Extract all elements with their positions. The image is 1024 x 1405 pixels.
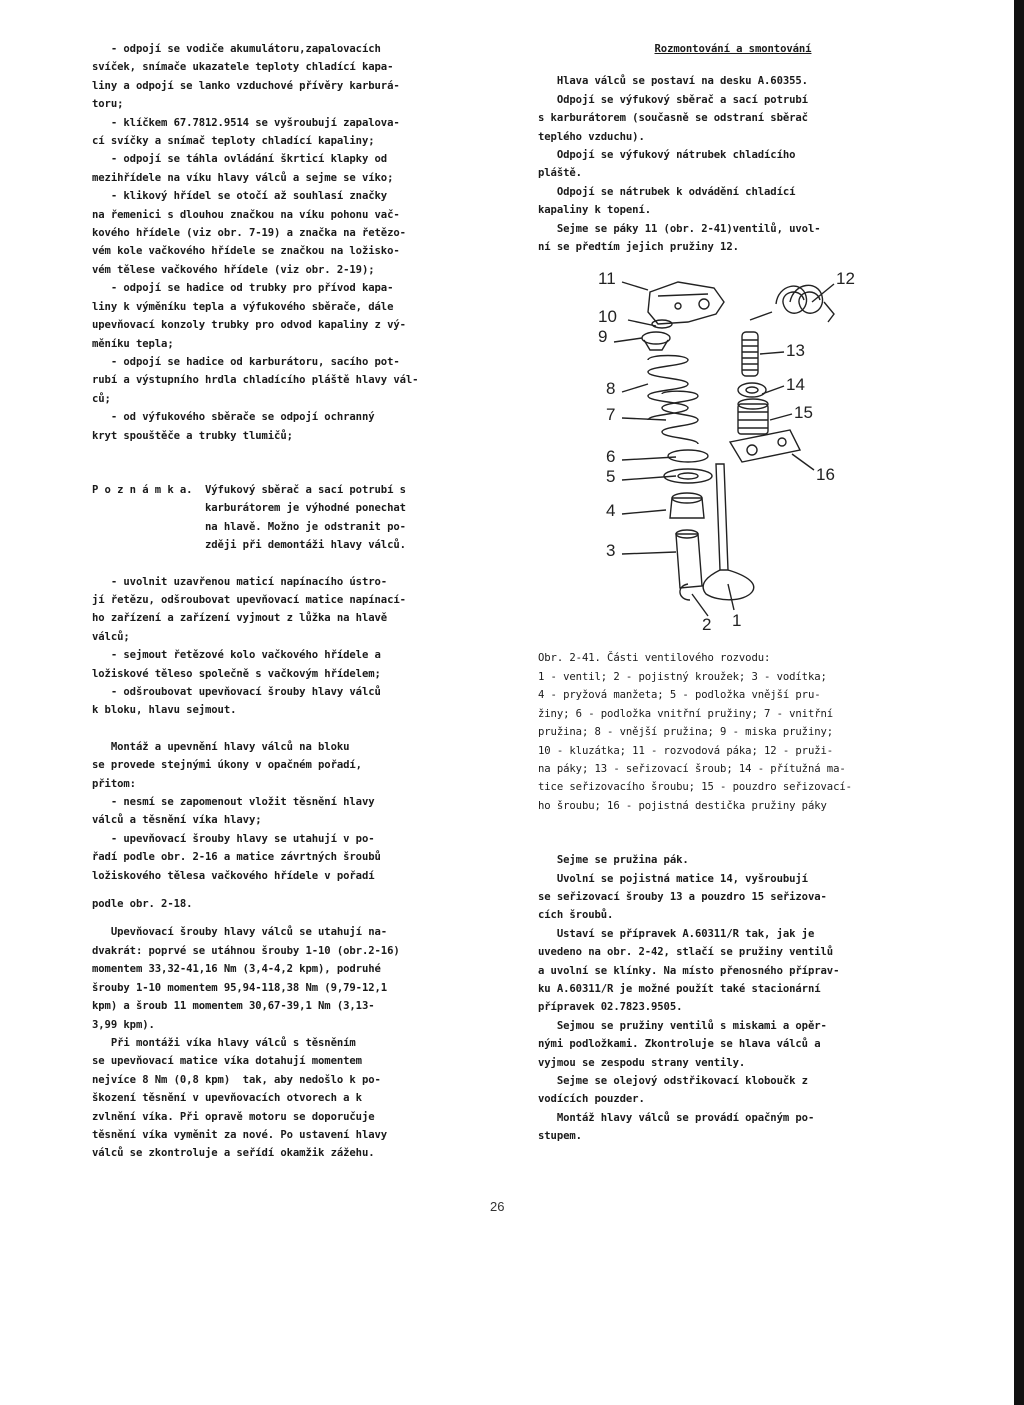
text-line: Upevňovací šrouby hlavy válců se utahují na- — [92, 926, 388, 939]
text-line: Odpojí se výfukový sběrač a sací potrubí — [538, 93, 808, 106]
text-line: dvakrát: poprvé se utáhnou šrouby 1-10 (obr.2-16) — [92, 944, 400, 957]
text-line: s karburátorem (současně se odstraní sběrač — [538, 112, 808, 125]
text-line: liny k výměníku tepla a výfukového sběrače, dále — [92, 300, 394, 313]
text-line: cí svíčky a snímač teploty chladící kapaliny; — [92, 135, 375, 148]
text-line: liny a odpojí se lanko vzduchové přívěry karburá- — [92, 79, 400, 92]
note-line: na hlavě. Možno je odstranit po- — [92, 520, 406, 533]
text-line: Odpojí se výfukový nátrubek chladícího — [538, 149, 796, 162]
figure-label-12: 12 — [836, 269, 855, 289]
text-line: - odpojí se hadice od trubky pro přívod kapa- — [92, 282, 394, 295]
figure-label-4: 4 — [606, 501, 616, 521]
text-line: upevňovací konzoly trubky pro odvod kapaliny z vý- — [92, 319, 406, 332]
text-line: těsnění víka vyměnit za nové. Po ustavení hlavy — [92, 1128, 388, 1141]
figure-label-7: 7 — [606, 405, 616, 425]
caption-line: žiny; 6 - podložka vnitřní pružiny; 7 - vnitřní — [538, 707, 834, 720]
left-block-4 — [92, 923, 507, 1162]
left-block-3 — [92, 738, 507, 914]
text-line: - odpojí se táhla ovládání škrticí klapky od — [92, 153, 388, 166]
caption-line: Obr. 2-41. Části ventilového rozvodu: — [538, 652, 771, 665]
text-line: přípravek 02.7823.9505. — [538, 1001, 683, 1014]
text-line: podle obr. 2-18. — [92, 898, 193, 911]
text-line: Hlava válců se postaví na desku A.60355. — [538, 75, 808, 88]
figure-label-6: 6 — [606, 447, 616, 467]
text-line: - uvolnit uzavřenou maticí napínacího ústro- — [92, 575, 388, 588]
note-block — [92, 481, 507, 555]
left-block-2 — [92, 573, 507, 720]
text-line: momentem 33,32-41,16 Nm (3,4-4,2 kpm), podruhé — [92, 963, 381, 976]
text-line: nými podložkami. Zkontroluje se hlava válců a — [538, 1038, 821, 1051]
text-line: ců; — [92, 392, 111, 405]
right-column — [538, 40, 928, 1146]
text-line: rubí a výstupního hrdla chladícího pláště hlavy vál- — [92, 374, 419, 387]
text-line: se provede stejnými úkony v opačném pořadí, — [92, 759, 362, 772]
text-line: - odšroubovat upevňovací šrouby hlavy válců — [92, 686, 381, 698]
spacer — [92, 555, 507, 573]
text-line: - od výfukového sběrače se odpojí ochranný — [92, 411, 375, 424]
figure-label-10: 10 — [598, 307, 617, 327]
figure-label-14: 14 — [786, 375, 805, 395]
figure-label-5: 5 — [606, 467, 616, 487]
figure-label-16: 16 — [816, 465, 835, 485]
scan-edge-bar — [1014, 0, 1024, 1405]
figure-label-9: 9 — [598, 327, 608, 347]
text-line: - sejmout řetězové kolo vačkového hřídele a — [92, 649, 381, 662]
note-line: karburátorem je výhodné ponechat — [92, 502, 406, 515]
text-line: toru; — [92, 98, 124, 111]
text-line: na řemenici s dlouhou značkou na víku pohonu vač- — [92, 208, 400, 221]
text-line: - klíčkem 67.7812.9514 se vyšroubují zapalova- — [92, 116, 400, 129]
text-line: Ustaví se přípravek A.60311/R tak, jak je — [538, 927, 815, 940]
text-line: zvlnění víka. Při opravě motoru se doporučuje — [92, 1110, 375, 1123]
text-line: škození těsnění v upevňovacích otvorech a k — [92, 1092, 362, 1105]
text-line: Uvolní se pojistná matice 14, vyšroubují — [538, 872, 808, 885]
text-line: Sejme se olejový odstřikovací kloboučk z — [538, 1075, 808, 1087]
text-line: kpm) a šroub 11 momentem 30,67-39,1 Nm (3,13- — [92, 1000, 375, 1013]
text-line: Montáž hlavy válců se provádí opačným po- — [538, 1111, 815, 1124]
text-line: válců; — [92, 630, 130, 643]
text-line: a uvolní se klínky. Na místo přenosného příprav- — [538, 964, 840, 977]
text-line: přitom: — [92, 777, 136, 790]
figure-caption — [538, 649, 928, 815]
text-line: Odpojí se nátrubek k odvádění chladící — [538, 185, 796, 198]
text-line: válců se zkontroluje a seřídí okamžik zážehu. — [92, 1147, 375, 1160]
text-line: kryt spouštěče a trubky tlumičů; — [92, 429, 293, 442]
text-line: svíček, snímače ukazatele teploty chladící kapa- — [92, 61, 394, 74]
caption-line: 10 - kluzátka; 11 - rozvodová páka; 12 - pruži- — [538, 744, 834, 757]
text-line: - odpojí se hadice od karburátoru, sacího pot- — [92, 355, 400, 368]
text-line: válců a těsnění víka hlavy; — [92, 814, 262, 827]
text-line: Sejme se páky 11 (obr. 2-41)ventilů, uvol- — [538, 222, 821, 235]
caption-line: ho šroubu; 16 - pojistná destička pružiny páky — [538, 799, 827, 812]
text-line: pláště. — [538, 167, 582, 180]
spacer — [92, 463, 507, 481]
text-line: stupem. — [538, 1130, 582, 1143]
caption-line: tice seřizovacího šroubu; 15 - pouzdro seřizovací- — [538, 781, 852, 794]
text-line: nejvíce 8 Nm (0,8 kpm) tak, aby nedošlo k po- — [92, 1073, 381, 1086]
spacer — [538, 833, 928, 851]
valve-train-figure — [538, 264, 928, 639]
spacer — [92, 720, 507, 738]
text-line: uvedeno na obr. 2-42, stlačí se pružiny ventilů — [538, 946, 834, 959]
text-line: - nesmí se zapomenout vložit těsnění hlavy — [92, 796, 375, 809]
text-line: vyjmou se zespodu strany ventily. — [538, 1056, 746, 1069]
text-line: cích šroubů. — [538, 909, 614, 922]
text-line: se seřizovací šrouby 13 a pouzdro 15 seřizova- — [538, 890, 827, 903]
section-heading: Rozmontování a smontování — [654, 43, 812, 55]
text-line: Sejmou se pružiny ventilů s miskami a opěr- — [538, 1019, 827, 1032]
spacer — [92, 885, 507, 895]
text-line: k bloku, hlavu sejmout. — [92, 704, 237, 717]
text-line: ní se předtím jejich pružiny 12. — [538, 241, 739, 254]
text-line: Montáž a upevnění hlavy válců na bloku — [92, 740, 350, 753]
spacer — [538, 815, 928, 833]
text-line: vodících pouzder. — [538, 1093, 645, 1106]
text-line: ho zařízení a zařízení vyjmout z lůžka na hlavě — [92, 612, 388, 625]
figure-label-8: 8 — [606, 379, 616, 399]
caption-line: na páky; 13 - seřizovací šroub; 14 - přítužná ma- — [538, 762, 846, 775]
text-line: mezihřídele na víku hlavy válců a sejme se víko; — [92, 171, 394, 184]
text-line: řadí podle obr. 2-16 a matice závrtných šroubů — [92, 851, 381, 864]
text-line: jí řetězu, odšroubovat upevňovací matice napínací- — [92, 593, 406, 606]
valve-train-drawing — [538, 264, 928, 639]
text-line: 3,99 kpm). — [92, 1018, 155, 1031]
text-line: Při montáži víka hlavy válců s těsněním — [92, 1036, 356, 1049]
spacer — [92, 913, 507, 923]
note-line: zději při demontáži hlavy válců. — [92, 539, 406, 552]
text-line: šrouby 1-10 momentem 95,94-118,38 Nm (9,79-12,1 — [92, 981, 388, 994]
text-line: - upevňovací šrouby hlavy se utahují v po- — [92, 832, 375, 845]
text-line: - klikový hřídel se otočí až souhlasí značky — [92, 190, 388, 203]
caption-line: 1 - ventil; 2 - pojistný kroužek; 3 - vodítka; — [538, 670, 827, 683]
text-line: ložiskové těleso společně s vačkovým hřídelem; — [92, 667, 381, 680]
text-line: se upevňovací matice víka dotahují momentem — [92, 1055, 362, 1068]
right-block-1 — [538, 72, 928, 256]
text-line: ložiskového tělesa vačkového hřídele v pořadí — [92, 869, 375, 882]
figure-label-3: 3 — [606, 541, 616, 561]
left-column — [92, 40, 507, 1163]
figure-label-15: 15 — [794, 403, 813, 423]
caption-line: pružina; 8 - vnější pružina; 9 - miska pružiny; — [538, 726, 834, 739]
figure-label-13: 13 — [786, 341, 805, 361]
right-block-2 — [538, 851, 928, 1146]
text-line: vém kole vačkového hřídele se značkou na ložisko- — [92, 245, 400, 258]
figure-label-2: 2 — [702, 615, 712, 635]
text-line: kapaliny k topení. — [538, 204, 652, 217]
text-line: - odpojí se vodiče akumulátoru,zapalovacích — [92, 43, 381, 55]
spacer — [92, 445, 507, 463]
note-line: P o z n á m k a. Výfukový sběrač a sací potrubí s — [92, 483, 406, 496]
caption-line: 4 - pryžová manžeta; 5 - podložka vnější pru- — [538, 689, 821, 702]
text-line: měníku tepla; — [92, 337, 174, 350]
figure-label-11: 11 — [598, 269, 616, 289]
text-line: vém tělese vačkového hřídele (viz obr. 2-19); — [92, 263, 375, 276]
figure-label-1: 1 — [732, 611, 742, 631]
text-line: Sejme se pružina pák. — [538, 854, 689, 867]
text-line: ku A.60311/R je možné použít také stacionární — [538, 982, 821, 995]
text-line: teplého vzduchu). — [538, 130, 645, 143]
page-number: 26 — [490, 1199, 505, 1214]
left-block-1 — [92, 40, 507, 445]
text-line: kového hřídele (viz obr. 7-19) a značka na řetězo- — [92, 227, 406, 240]
